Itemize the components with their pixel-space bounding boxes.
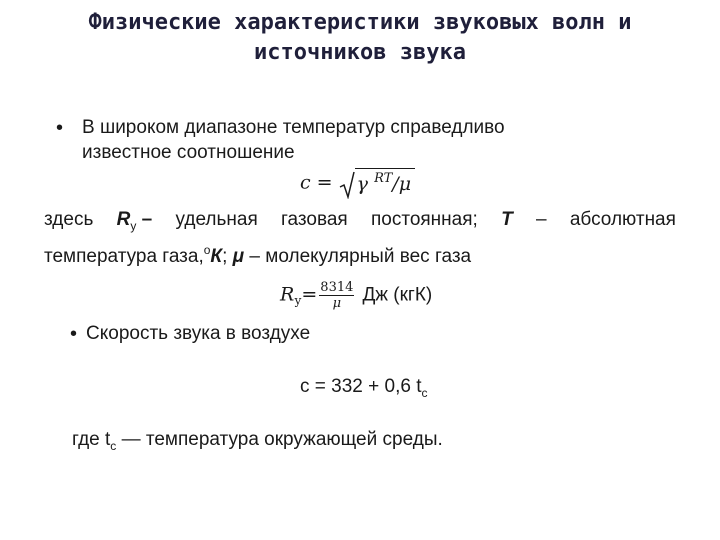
square-root [339,168,415,199]
formula3-text: c = 332 + 0,6 t [300,376,422,397]
bullet-dot: • [56,117,64,139]
radical-sign-icon [339,171,355,199]
def-r-symbol [117,208,153,238]
bullet-text-line-1: В широком диапазоне температур справедливо [82,117,505,138]
formula2-fraction [319,280,354,311]
r-subscript: у [130,219,137,233]
bullet-dot-2: • [70,323,78,345]
def-dash-2: – [535,209,547,230]
def-word-constant: постоянная; [370,209,478,230]
formula2-denominator: μ [332,296,342,311]
def-temperature-text: температура газа, [44,246,204,267]
sound-speed-formula [300,168,415,199]
definition-line-1 [44,208,676,238]
def-dash: – [141,209,153,230]
r-symbol: R [116,209,131,230]
def-word-gas: газовая [281,209,348,230]
def-word-specific: удельная [175,209,258,230]
formula2-r-subscript: у [294,293,302,308]
gas-constant-formula [280,280,432,311]
def-t-symbol: T [501,209,513,230]
slide-title-line-2: источников звука [254,40,466,65]
formula2-numerator: 8314 [320,280,354,295]
formula-rt: RT [374,171,393,186]
note-subscript: с [110,439,117,453]
bullet-2-text: Скорость звука в воздухе [86,323,311,344]
note-where-t: где t [72,429,111,450]
def-word-here: здесь [44,209,94,230]
formula-gamma: γ [356,173,369,195]
slide-title [40,8,680,68]
def-word-absolute: абсолютная [569,209,676,230]
formula2-r-symbol: R [280,283,295,306]
def-molecular-text: – молекулярный вес газа [249,246,472,267]
formula-mu: μ [398,173,412,195]
formula-slash: / [392,173,399,195]
temperature-note [72,428,443,458]
degree-mark: о [203,243,211,257]
definition-line-2 [44,238,471,269]
air-sound-speed-formula [300,375,427,405]
note-definition: — температура окружающей среды. [116,429,443,450]
formula-lhs: c = [300,171,333,194]
kelvin-symbol: К [210,246,223,267]
bullet-text-line-2: известное соотношение [82,142,295,163]
def-semicolon: ; [222,246,228,267]
formula3-subscript: с [421,386,428,400]
formula2-equals: = [301,283,318,306]
mu-symbol: μ [232,246,245,267]
formula2-unit: Дж (кгК) [362,284,433,306]
slide-title-line-1: Физические характеристики звуковых волн и [88,10,632,35]
